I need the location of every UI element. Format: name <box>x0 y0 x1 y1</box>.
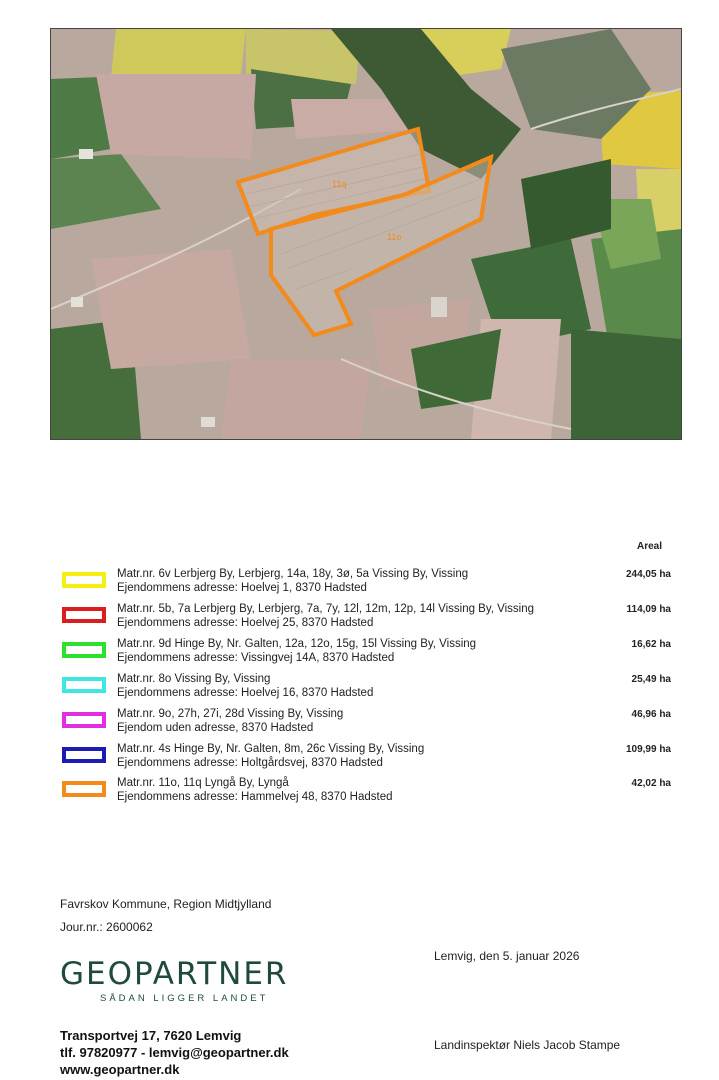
municipality-text: Favrskov Kommune, Region Midtjylland <box>60 897 272 911</box>
legend-item-text <box>117 776 393 804</box>
legend-item <box>0 567 719 599</box>
legend-item-text <box>117 672 373 700</box>
legend-area-value: 16,62 ha <box>631 639 671 650</box>
legend-cadastral-numbers: Matr.nr. 11o, 11q Lyngå By, Lyngå <box>117 777 289 789</box>
legend-address: Ejendommens adresse: Hoelvej 16, 8370 Hadsted <box>117 687 374 699</box>
legend-address: Ejendom uden adresse, 8370 Hadsted <box>117 722 314 734</box>
aerial-map-image <box>51 29 681 439</box>
parcel-label-11o: 11o <box>387 232 402 242</box>
contact-website: www.geopartner.dk <box>60 1062 180 1077</box>
legend-cadastral-numbers: Matr.nr. 8o Vissing By, Vissing <box>117 673 271 685</box>
legend-item <box>0 707 719 739</box>
journal-number: Jour.nr.: 2600062 <box>60 920 153 934</box>
legend-item <box>0 672 719 704</box>
logo-tagline: SÅDAN LIGGER LANDET <box>100 993 269 1004</box>
legend-cadastral-numbers: Matr.nr. 6v Lerbjerg By, Lerbjerg, 14a, 18y, 3ø, 5a Vissing By, Vissing <box>117 568 469 580</box>
legend-address: Ejendommens adresse: Hoelvej 1, 8370 Hadsted <box>117 582 367 594</box>
legend-item <box>0 602 719 634</box>
legend-color-swatch <box>62 781 106 797</box>
legend-item-text <box>117 742 424 770</box>
legend-item <box>0 637 719 669</box>
legend-address: Ejendommens adresse: Vissingvej 14A, 8370 Hadsted <box>117 652 395 664</box>
contact-address: Transportvej 17, 7620 Lemvig <box>60 1028 242 1043</box>
legend-item-text <box>117 602 534 630</box>
legend-area-value: 114,09 ha <box>626 604 671 615</box>
legend-item-text <box>117 707 343 735</box>
legend-color-swatch <box>62 677 106 693</box>
legend-address: Ejendommens adresse: Holtgårdsvej, 8370 Hadsted <box>117 757 383 769</box>
contact-phone-email: tlf. 97820977 - lemvig@geopartner.dk <box>60 1045 289 1060</box>
legend-cadastral-numbers: Matr.nr. 9d Hinge By, Nr. Galten, 12a, 12o, 15g, 15l Vissing By, Vissing <box>117 638 477 650</box>
legend-color-swatch <box>62 572 106 588</box>
legend-color-swatch <box>62 607 106 623</box>
legend-color-swatch <box>62 747 106 763</box>
legend-area-value: 109,99 ha <box>625 744 671 755</box>
geopartner-logo: GEOPARTNER <box>60 956 289 992</box>
legend-color-swatch <box>62 642 106 658</box>
legend-item-text <box>117 567 468 595</box>
legend-item-text <box>117 637 476 665</box>
legend-address: Ejendommens adresse: Hoelvej 25, 8370 Hadsted <box>117 617 374 629</box>
legend-area-value: 244,05 ha <box>625 569 671 580</box>
legend-area-value: 25,49 ha <box>631 674 671 685</box>
legend-item <box>0 776 719 808</box>
parcel-label-11q: 11q <box>332 179 347 189</box>
areal-column-header: Areal <box>637 541 663 552</box>
legend-cadastral-numbers: Matr.nr. 4s Hinge By, Nr. Galten, 8m, 26c Vissing By, Vissing <box>117 743 425 755</box>
legend-address: Ejendommens adresse: Hammelvej 48, 8370 Hadsted <box>117 791 393 803</box>
legend-cadastral-numbers: Matr.nr. 9o, 27h, 27i, 28d Vissing By, Vissing <box>117 708 344 720</box>
surveyor-name: Landinspektør Niels Jacob Stampe <box>434 1038 621 1052</box>
legend-cadastral-numbers: Matr.nr. 5b, 7a Lerbjerg By, Lerbjerg, 7a, 7y, 12l, 12m, 12p, 14l Vissing By, Vissing <box>117 603 534 615</box>
legend-area-value: 46,96 ha <box>631 709 671 720</box>
legend-color-swatch <box>62 712 106 728</box>
place-date: Lemvig, den 5. januar 2026 <box>434 949 580 963</box>
aerial-map <box>50 28 682 440</box>
legend-area-value: 42,02 ha <box>631 778 671 789</box>
legend-item <box>0 742 719 774</box>
